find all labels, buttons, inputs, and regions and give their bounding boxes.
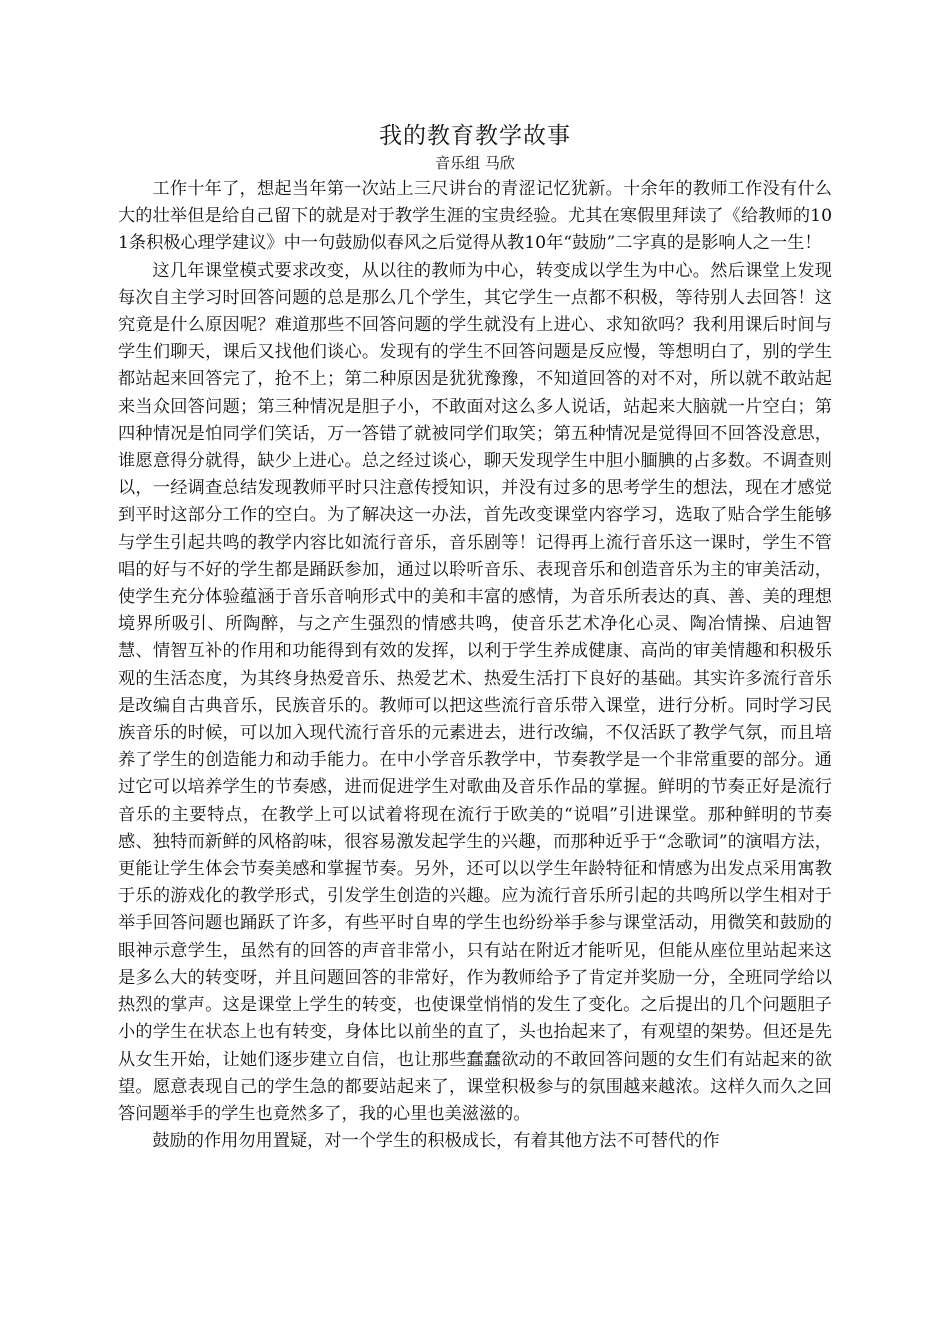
- document-body: [118, 176, 832, 1155]
- paragraph-closing: 鼓励的作用勿用置疑，对一个学生的积极成长，有着其他方法不可替代的作: [152, 1131, 720, 1152]
- paragraph-main: 这几年课堂模式要求改变，从以往的教师为中心，转变成以学生为中心。然后课堂上发现每次自主学习时回答问题的总是那么几个学生，其它学生一点都不积极，等待别人去回答！这究竟是什么原因呢？难道那些不回答问题的学生就没有上进心、求知欲吗？我利用课后时间与学生们聊天，课后又找他们谈心。发现有的学生不回答问题是反应慢，等想明白了，别的学生都站起来回答完了，抢不上；第二种原因是犹犹豫豫，不知道回答的对不对，所以就不敢站起来当众回答问题；第三种情况是胆子小，不敢面对这么多人说话，站起来大脑就一片空白；第四种情况是怕同学们笑话，万一答错了就被同学们取笑；第五种情况是觉得回不回答没意思，谁愿意得分就得，缺少上进心。总之经过谈心，聊天发现学生中胆小腼腆的占多数。不调查则以，一经调查总结发现教师平时只注意传授知识，并没有过多的思考学生的想法，现在才感觉到平时这部分工作的空白。为了解决这一办法，首先改变课堂内容学习，选取了贴合学生能够与学生引起共鸣的教学内容比如流行音乐，音乐剧等！记得再上流行音乐这一课时，学生不管唱的好与不好的学生都是踊跃参加，通过以聆听音乐、表现音乐和创造音乐为主的审美活动，使学生充分体验蕴涵于音乐音响形式中的美和丰富的感情，为音乐所表达的真、善、美的理想境界所吸引、所陶醉，与之产生强烈的情感共鸣，使音乐艺术净化心灵、陶冶情操、启迪智慧、情智互补的作用和功能得到有效的发挥，以利于学生养成健康、高尚的审美情趣和积极乐观的生活态度，为其终身热爱音乐、热爱艺术、热爱生活打下良好的基础。其实许多流行音乐是改编自古典音乐，民族音乐的。教师可以把这些流行音乐带入课堂，进行分析。同时学习民族音乐的时候，可以加入现代流行音乐的元素进去，进行改编，不仅活跃了教学气氛，而且培养了学生的创造能力和动手能力。在中小学音乐教学中，节奏教学是一个非常重要的部分。通过它可以培养学生的节奏感，进而促进学生对歌曲及音乐作品的掌握。鲜明的节奏正好是流行音乐的主要特点，在教学上可以试着将现在流行于欧美的“说唱”引进课堂。那种鲜明的节奏感、独特而新鲜的风格韵味，很容易激发起学生的兴趣，而那种近乎于“念歌词”的演唱方法，更能让学生体会节奏美感和掌握节奏。另外，还可以以学生年龄特征和情感为出发点采用寓教于乐的游戏化的教学形式，引发学生创造的兴趣。应为流行音乐所引起的共鸣所以学生相对于举手回答问题也踊跃了许多，有些平时自卑的学生也纷纷举手参与课堂活动，用微笑和鼓励的眼神示意学生，虽然有的回答的声音非常小，只有站在附近才能听见，但能从座位里站起来这是多么大的转变呀，并且问题回答的非常好，作为教师给予了肯定并奖励一分，全班同学给以热烈的掌声。这是课堂上学生的转变，也使课堂悄悄的发生了变化。之后提出的几个问题胆子小的学生在状态上也有转变，身体比以前坐的直了，头也抬起来了，有观望的架势。但还是先从女生开始，让她们逐步建立自信，也让那些蠢蠢欲动的不敢回答问题的女生们有站起来的欲望。愿意表现自己的学生急的都要站起来了，课堂积极参与的氛围越来越浓。这样久而久之回答问题举手的学生也竟然多了，我的心里也美滋滋的。: [118, 260, 832, 1124]
- paragraph-intro: 工作十年了，想起当年第一次站上三尺讲台的青涩记忆犹新。十余年的教师工作没有什么大的壮举但是给自己留下的就是对于教学生涯的宝贵经验。尤其在寒假里拜读了《给教师的101条积极心理学建议》中一句鼓励似春风之后觉得从教10年“鼓励”二字真的是影响人之一生！: [118, 179, 832, 254]
- document-title: 我的教育教学故事: [379, 123, 571, 149]
- document-page: [118, 120, 832, 1155]
- document-author: 音乐组 马欣: [435, 154, 515, 172]
